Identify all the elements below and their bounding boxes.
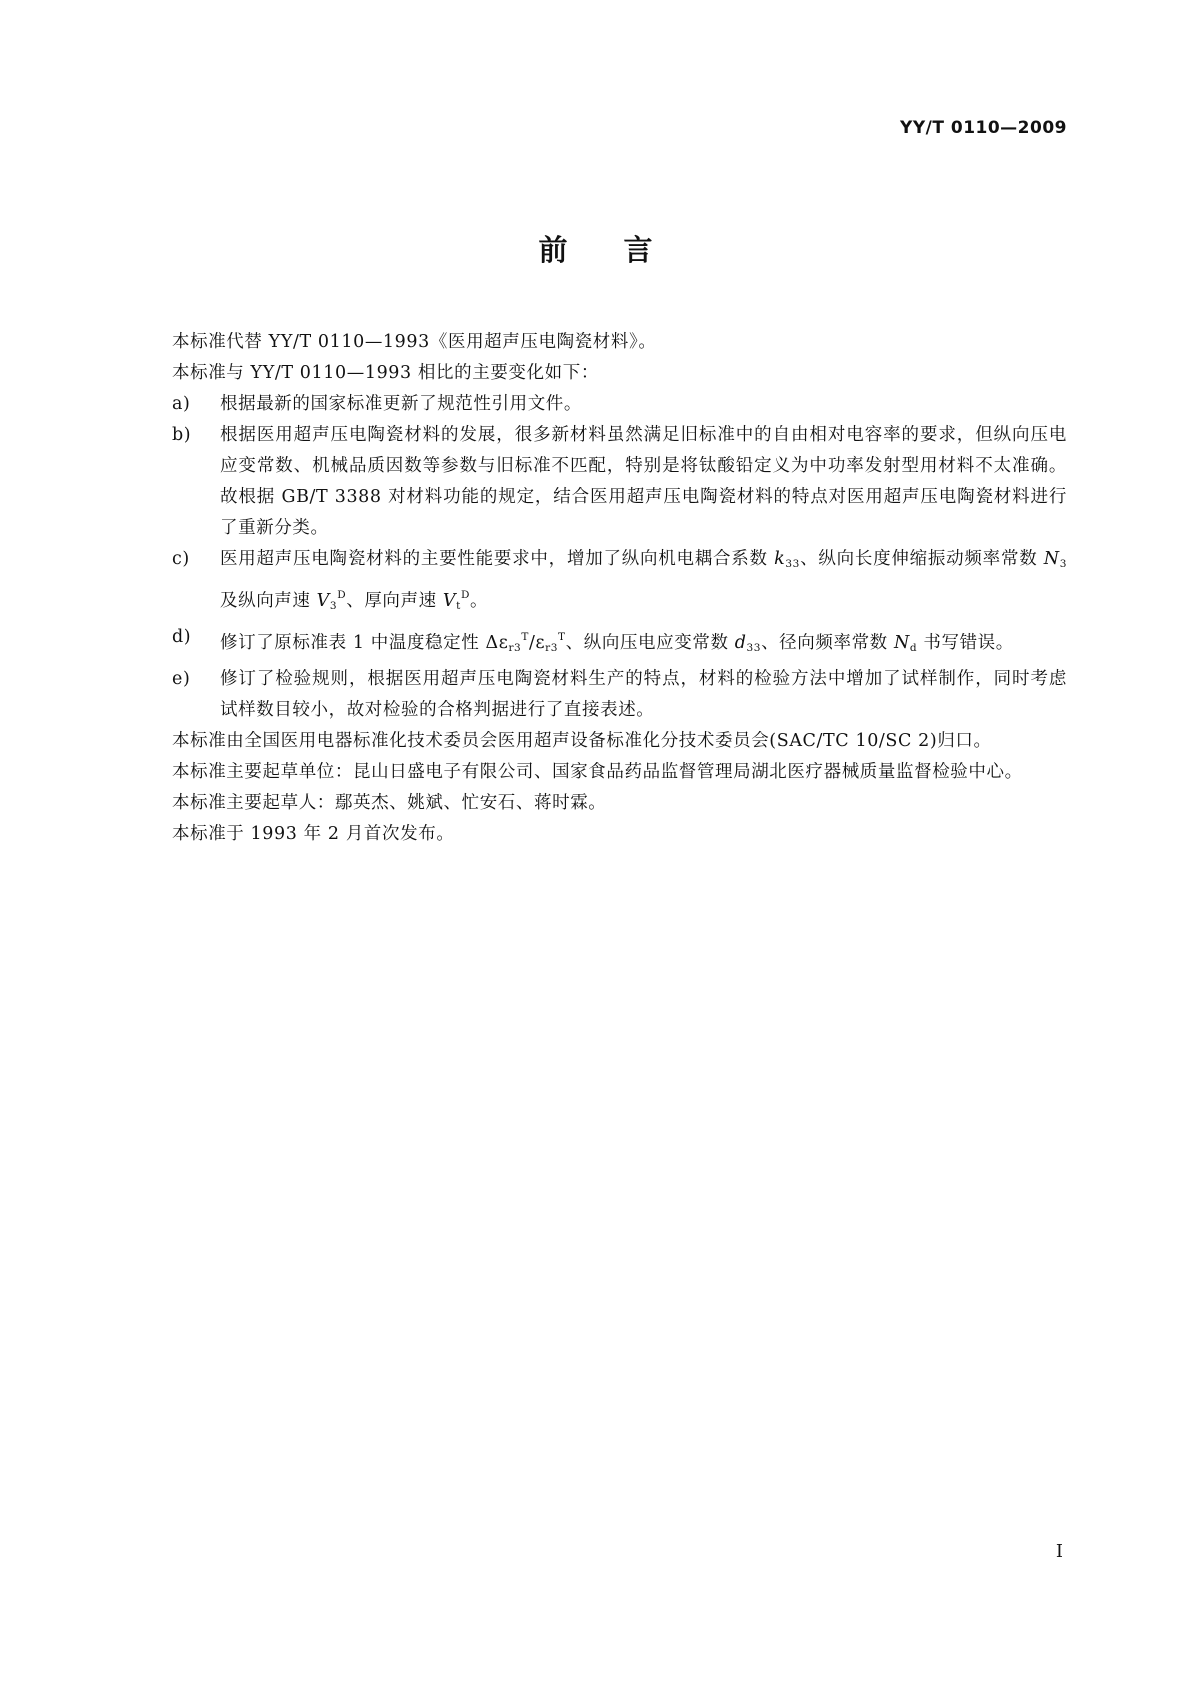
list-label: b) [172, 425, 192, 445]
superscript: T [558, 631, 566, 643]
text-segment: 。 [470, 591, 489, 611]
superscript: D [460, 589, 471, 601]
subscript: t [456, 600, 461, 612]
text-segment: 修订了原标准表 1 中温度稳定性 Δε [220, 633, 509, 653]
subscript: 33 [785, 558, 800, 570]
subscript: 3 [1059, 558, 1067, 570]
list-label: c) [172, 549, 190, 569]
paragraph-first-issue: 本标准于 1993 年 2 月首次发布。 [172, 824, 455, 844]
subscript: r3 [508, 642, 522, 654]
list-text [220, 544, 1067, 622]
subscript: d [909, 642, 918, 654]
symbol-v: V [442, 591, 457, 611]
paragraph-replacement: 本标准代替 YY/T 0110—1993《医用超声压电陶瓷材料》。 [172, 332, 657, 352]
superscript: T [521, 631, 529, 643]
superscript: D [337, 589, 347, 601]
list-label: a) [172, 394, 191, 414]
list-label: e) [172, 669, 191, 689]
paragraph-administration: 本标准由全国医用电器标准化技术委员会医用超声设备标准化分技术委员会(SAC/TC 10/SC 2)归口。 [172, 731, 992, 751]
text-segment: 、纵向压电应变常数 [565, 633, 735, 653]
page-number: I [1055, 1541, 1063, 1562]
symbol-v: V [316, 591, 330, 611]
text-segment: /ε [528, 633, 546, 653]
list-text: 根据最新的国家标准更新了规范性引用文件。 [220, 394, 582, 414]
list-text: 根据医用超声压电陶瓷材料的发展，很多新材料虽然满足旧标准中的自由相对电容率的要求，但纵向压电应变常数、机械品质因数等参数与旧标准不匹配，特别是将钛酸铅定义为中功率发射型用材料不太准确。故根据 GB/T 3388 对材料功能的规定，结合医用超声压电陶瓷材料的特点对医用超声压电陶瓷材料进行了重新分类。 [220, 425, 1067, 538]
paragraph-changes-intro: 本标准与 YY/T 0110—1993 相比的主要变化如下： [172, 363, 599, 383]
text-segment: 医用超声压电陶瓷材料的主要性能要求中，增加了纵向机电耦合系数 [220, 549, 775, 569]
list-item-a [124, 389, 1067, 420]
text-segment: 、径向频率常数 [761, 633, 894, 653]
text-segment: 、厚向声速 [346, 591, 443, 611]
symbol-d: d [734, 633, 747, 653]
list-text: 修订了检验规则，根据医用超声压电陶瓷材料生产的特点，材料的检验方法中增加了试样制作，同时考虑试样数目较小，故对检验的合格判据进行了直接表述。 [220, 669, 1067, 720]
subscript: r3 [545, 642, 559, 654]
symbol-n: N [893, 633, 910, 653]
list-item-c [124, 544, 1067, 622]
paragraph-drafters: 本标准主要起草人：鄢英杰、姚斌、忙安石、蒋时霖。 [172, 793, 607, 813]
list-text [220, 622, 1067, 664]
document-body [124, 327, 1067, 850]
text-segment: 及纵向声速 [220, 591, 317, 611]
list-item-d [124, 622, 1067, 664]
subscript: 3 [329, 600, 338, 612]
text-segment: 、纵向长度伸缩振动频率常数 [799, 549, 1044, 569]
text-segment: 书写错误。 [917, 633, 1014, 653]
standard-code: YY/T 0110—2009 [900, 118, 1067, 138]
symbol-k: k [774, 549, 786, 569]
list-item-e [124, 664, 1067, 726]
paragraph-drafting-units: 本标准主要起草单位：昆山日盛电子有限公司、国家食品药品监督管理局湖北医疗器械质量监督检验中心。 [172, 762, 1023, 782]
list-item-b [124, 420, 1067, 544]
subscript: 33 [746, 642, 762, 654]
page-title: 前言 [538, 233, 709, 267]
symbol-n: N [1043, 549, 1060, 569]
list-label: d) [172, 627, 192, 647]
